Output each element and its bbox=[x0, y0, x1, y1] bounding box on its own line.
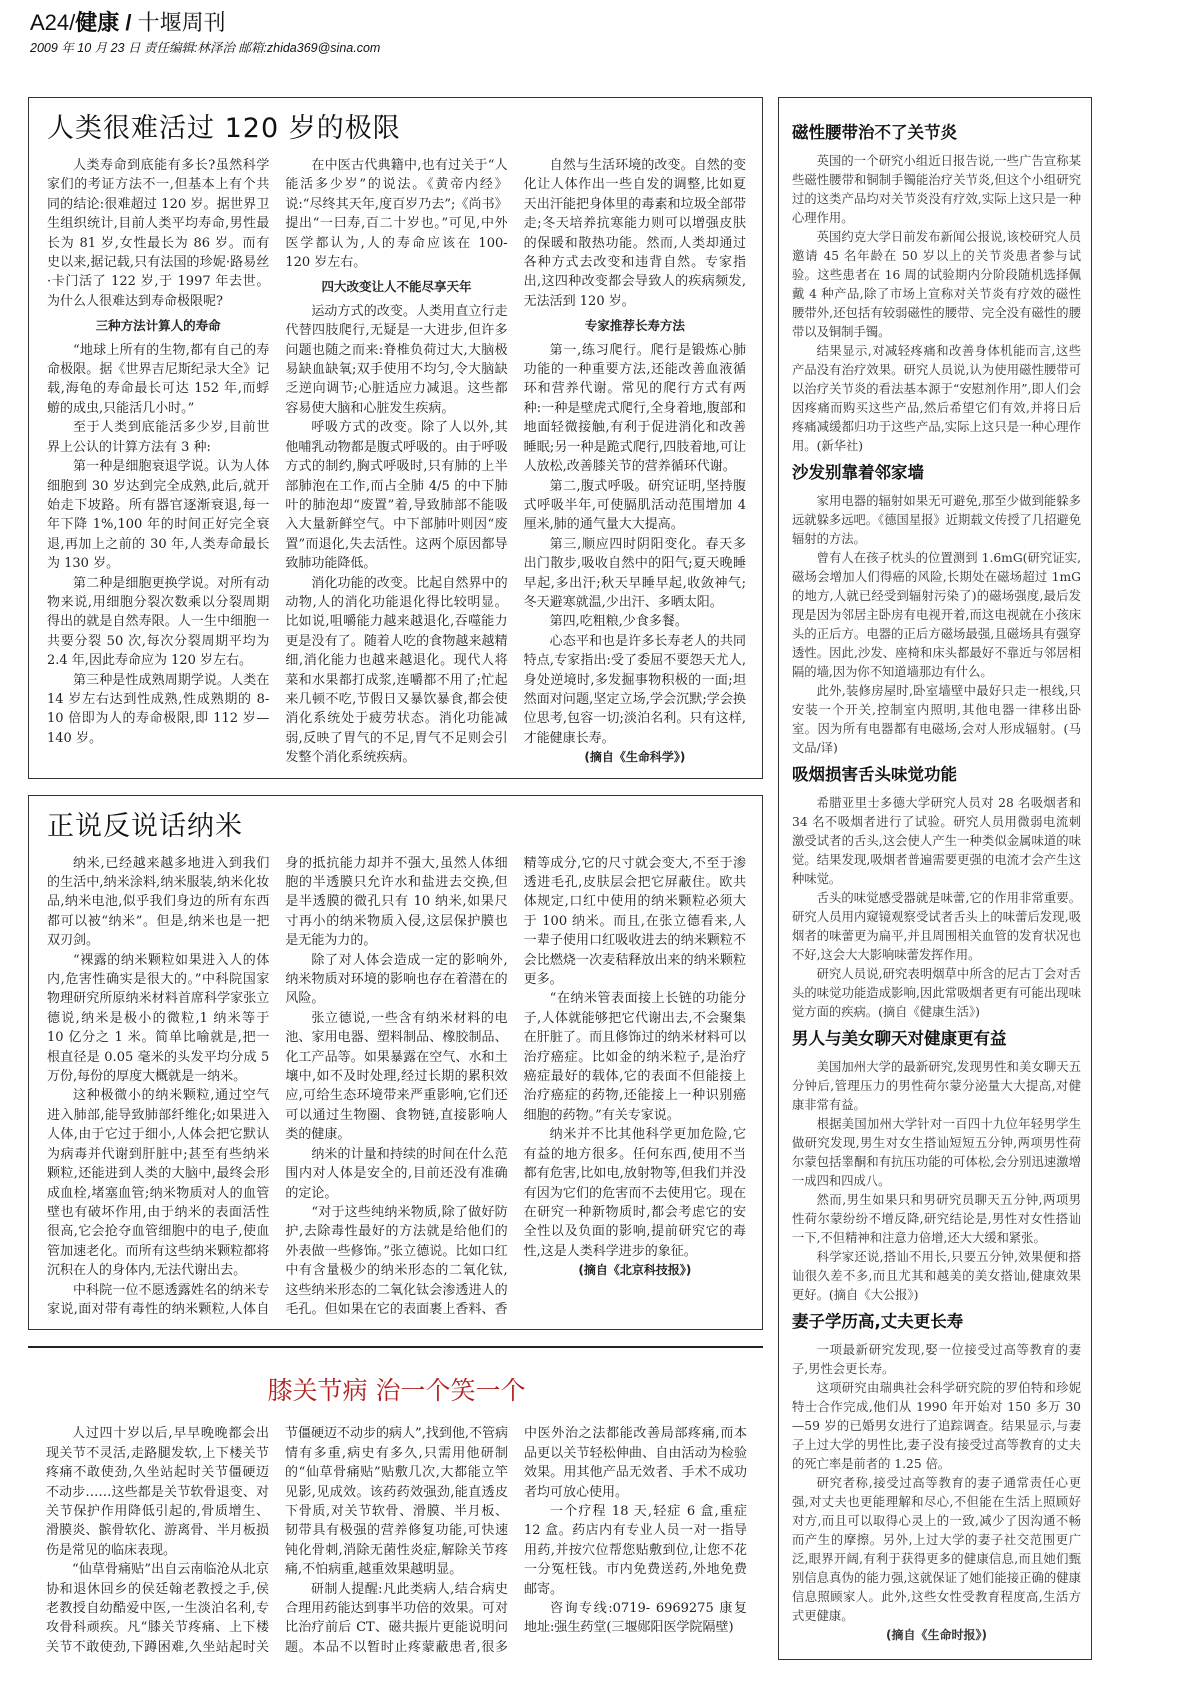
paragraph: 结果显示,对减轻疼痛和改善身体机能而言,这些产品没有治疗效果。研究人员说,认为使用磁性腰带可以治疗关节炎的看法基本源于“安慰剂作用”,即人们会因疼痛而购买这些产品,然后希望它们有效,并将日后疼痛减缓都归功于这些产品,实际上这只是一种心理作用。(新华社) bbox=[792, 344, 1081, 453]
knee-ad bbox=[28, 1362, 763, 1667]
article-nano-body bbox=[47, 854, 746, 1320]
section-name: 健康 bbox=[75, 10, 120, 35]
paragraph: 家用电器的辐射如果无可避免,那至少做到能躲多远就躲多远吧。《德国星报》近期载文传授了几招避免辐射的方法。 bbox=[792, 494, 1081, 546]
paragraph: 一项最新研究发现,娶一位接受过高等教育的妻子,男性会更长寿。 bbox=[792, 1343, 1081, 1376]
paragraph: 希腊亚里士多德大学研究人员对 28 名吸烟者和 34 名不吸烟者进行了试验。研究人员用微弱电流刺激受试者的舌头,这会使人产生一种类似金属味道的味觉。结果发现,吸烟者普遍需要更强的电流才会产生这种味觉。 bbox=[792, 796, 1081, 886]
paragraph: 运动方式的改变。人类用直立行走代替四肢爬行,无疑是一大进步,但许多问题也随之而来:脊椎负荷过大,大脑极易缺血缺氧;双手使用不均匀,令大脑缺乏逆向调节;心脏适应力减退。这些都容易使大脑和心脏发生疾病。 bbox=[285, 303, 508, 416]
paragraph: 然而,男生如果只和男研究员聊天五分钟,两项男性荷尔蒙纷纷不增反降,研究结论是,男性对女性搭讪一下,不但精神和注意力倍增,还大大缓和紧张。 bbox=[792, 1193, 1081, 1245]
paragraph: 在中医古代典籍中,也有过关于“人能活多少岁”的说法。《黄帝内经》说:“尽终其天年,度百岁乃去”;《尚书》提出“一曰寿,百二十岁也。”可见,中外医学都认为,人的寿命应该在 100- 120 岁左右。 bbox=[285, 158, 508, 271]
paragraph: 张立德说,一些含有纳米材料的电池、家用电器、塑料制品、橡胶制品、化工产品等。如果暴露在空气、水和土壤中,如不及时处理,经过长期的累积效应,可给生态环境带来严重影响,它们还可以通过生物圈、食物链,直接影响人类的健康。 bbox=[285, 1010, 508, 1143]
paragraph: 这项研究由瑞典社会科学研究院的罗伯特和珍妮特士合作完成,他们从 1990 年开始对 150 多万 30—59 岁的已婚男女进行了追踪调查。结果显示,与妻子上过大学的男性比,妻子没有接受过高等教育的丈夫的死亡率是前者的 1.25 倍。 bbox=[792, 1381, 1081, 1471]
paragraph: 英国约克大学日前发布新闻公报说,该校研究人员邀请 45 名年龄在 50 岁以上的关节炎患者参与试验。这些患者在 16 周的试验期内分阶段随机选择佩戴 4 种产品,除了市场上宣称对关节炎有疗效的磁性腰带外,还包括有较弱磁性的腰带、完全没有磁性的腰带以及铜制手镯。 bbox=[792, 230, 1081, 339]
paragraph: 英国的一个研究小组近日报告说,一些广告宣称某些磁性腰带和铜制手镯能治疗关节炎,但这个小组研究过的这类产品均对关节炎没有疗效,实际上这只是一种心理作用。 bbox=[792, 154, 1081, 225]
knee-ad-title: 膝关节病 治一个笑一个 bbox=[267, 1376, 526, 1406]
paragraph: 第二种是细胞更换学说。对所有动物来说,用细胞分裂次数乘以分裂周期得出的就是自然寿限。人一生中细胞一共要分裂 50 次,每次分裂周期平均为 2.4 年,因此寿命应为 120 岁左右。 bbox=[47, 575, 270, 669]
article-nano-title: 正说反说话纳米 bbox=[47, 810, 243, 842]
paragraph: 第一种是细胞衰退学说。认为人体细胞到 30 岁达到完全成熟,此后,就开始走下坡路。所有器官逐渐衰退,每一年下降 1%,100 年的时间正好完全衰退,再加上之前的 30 年,人类寿命最长为 130 岁。 bbox=[47, 459, 270, 572]
paragraph: “在纳米管表面接上长链的功能分子,人体就能够把它代谢出去,不会聚集在肝脏了。而且修饰过的纳米材料可以治疗癌症。比如金的纳米粒子,是治疗癌症最好的载体,它的表面不但能接上治疗癌症的药物,还能接上一种识别癌细胞的药物。”有关专家说。 bbox=[523, 991, 746, 1123]
paragraph: 纳米的计量和持续的时间在什么范围内对人体是安全的,目前还没有准确的定论。 bbox=[285, 1146, 508, 1201]
header-separator: / bbox=[119, 10, 138, 35]
paragraph: “裸露的纳米颗粒如果进入人的体内,危害性确实是很大的。”中科院国家物理研究所原纳米材料首席科学家张立德说,纳米是极小的微粒,1 纳米等于 10 亿分之 1 米。简单比喻就是,把一根直径是 0.05 毫米的头发平均分成 5 万份,每份的厚度大概就是一纳米。 bbox=[47, 952, 270, 1085]
article-nano bbox=[28, 795, 763, 1331]
subheading: 吸烟损害舌头味觉功能 bbox=[792, 765, 957, 784]
paragraph: 科学家还说,搭讪不用长,只要五分钟,效果便和搭讪很久差不多,而且尤其和越美的美女搭讪,健康效果更好。(摘自《大公报》) bbox=[792, 1250, 1081, 1302]
paragraph: 纳米,已经越来越多地进入到我们的生活中,纳米涂料,纳米服装,纳米化妆品,纳米电池,似乎我们身边的所有东西都可以被“纳米”。但是,纳米也是一把双刃剑。 bbox=[47, 855, 270, 949]
paragraph: 曾有人在孩子枕头的位置测到 1.6mG(研究证实,磁场会增加人们得癌的风险,长期处在磁场超过 1mG 的地方,人就已经受到辐射污染了)的磁场强度,最后发现是因为邻居主卧房有电视开着,而这电视就在小孩床头的正后方。电器的正后方磁场最强,且磁场具有强穿透性。因此,沙发、座椅和床头都最好不靠近与邻居相隔的墙,因为你不知道墙那边有什么。 bbox=[792, 551, 1081, 679]
subheading: 妻子学历高,丈夫更长寿 bbox=[792, 1312, 964, 1331]
paragraph: 根据美国加州大学针对一百四十九位年轻男学生做研究发现,男生对女生搭讪短短五分钟,两项男性荷尔蒙包括睾酮和有抗压功能的可体松,会分别迅速激增一成四和四成八。 bbox=[792, 1117, 1081, 1188]
paper-name: 十堰周刊 bbox=[137, 11, 226, 36]
paragraph: 美国加州大学的最新研究,发现男性和美女聊天五分钟后,管理压力的男性荷尔蒙分泌量大大提高,对健康非常有益。 bbox=[792, 1060, 1081, 1112]
paragraph: 研制人提醒:凡此类病人,结合病史合理用药能达到事半功倍的效果。可对比治疗前后 CT、磁共振片更能说明问题。本品不以暂时止疼蒙蔽患者,很多中医外治之法都能改善局部疼痛,而本品更以关节轻松伸曲、自由活动为检验效果。用其他产品无效者、手术不成功者均可放心使用。 bbox=[285, 1426, 747, 1655]
knee-ad-body bbox=[46, 1424, 747, 1657]
paragraph: 消化功能的改变。比起自然界中的动物,人的消化功能退化得比较明显。比如说,咀嚼能力越来越退化,吞噬能力更是没有了。随着人吃的食物越来越精细,消化能力也越来越退化。现代人将菜和水果都打成浆,连嚼都不用了;忙起来几顿不吃,节假日又暴饮暴食,都会使消化系统处于疲劳状态。消化功能减弱,反映了胃气的不足,胃气不足则会引发整个消化系统疾病。 bbox=[285, 575, 508, 766]
paragraph: 第一,练习爬行。爬行是锻炼心肺功能的一种重要方法,还能改善血液循环和营养代谢。常见的爬行方式有两种:一种是壁虎式爬行,全身着地,腹部和地面轻微接触,有利于促进消化和改善睡眠;另一种是跪式爬行,四肢着地,可让人放松,改善膝关节的营养循环代谢。 bbox=[523, 342, 746, 475]
paragraph: 研究者称,接受过高等教育的妻子通常责任心更强,对丈夫也更能理解和尽心,不但能在生活上照顾好对方,而且可以取得心灵上的一致,减少了因沟通不畅而产生的摩擦。另外,上过大学的妻子社交范围更广泛,眼界开阔,有利于获得更多的健康信息,而且她们甄别信息真伪的能力强,这就保证了她们能接正确的健康信息照顾家人。此外,这些女性受教育程度高,生活方式更健康。 bbox=[792, 1476, 1081, 1623]
subheading: 磁性腰带治不了关节炎 bbox=[792, 123, 957, 142]
paragraph: 人过四十岁以后,早早晚晚都会出现关节不灵活,走路腿发软,上下楼关节疼痛不敢使劲,久坐站起时关节僵硬迈不动步……这些都是关节软骨退变、对关节保护作用降低引起的,骨质增生、滑膜炎、髌骨软化、游离骨、半月板损伤是常见的临床表现。 bbox=[46, 1426, 269, 1558]
paragraph: 研究人员说,研究表明烟草中所含的尼古丁会对舌头的味觉功能造成影响,因此常吸烟者更有可能出现味觉方面的疾病。(摘自《健康生活》) bbox=[792, 967, 1081, 1019]
paragraph: 第三种是性成熟周期学说。人类在 14 岁左右达到性成熟,性成熟期的 8- 10 倍即为人的寿命极限,即 112 岁—140 岁。 bbox=[47, 672, 270, 746]
paragraph: 人类寿命到底能有多长?虽然科学家们的考证方法不一,但基本上有个共同的结论:很难超过 120 岁。据世界卫生组织统计,目前人类平均寿命,男性最长为 81 岁,女性最长为 86 岁。而有史以来,据记载,只有法国的珍妮·路易丝·卡门活了 122 岁,于 1997 年去世。为什么人很难达到寿命极限呢? bbox=[47, 158, 270, 309]
paragraph: 至于人类到底能活多少岁,目前世界上公认的计算方法有 3 种: bbox=[47, 420, 270, 455]
article-lifespan-title: 人类很难活过 120 岁的极限 bbox=[47, 113, 401, 144]
paragraph: 咨询专线:0719- 6969275 康复地址:强生药堂(三堰郧阳医学院隔壁) bbox=[524, 1601, 747, 1636]
subheading: 男人与美女聊天对健康更有益 bbox=[792, 1029, 1007, 1048]
main-column bbox=[28, 97, 763, 1667]
source-credit: (摘自《生命科学》) bbox=[584, 750, 686, 765]
page-number: A24/ bbox=[30, 10, 76, 35]
paragraph: 这种极微小的纳米颗粒,通过空气进入肺部,能导致肺部纤维化;如果进入人体,由于它过于细小,人体会把它默认为病毒并代谢到肝脏中;甚至有些纳米颗粒,还能进到人类的大脑中,最终会形成血栓,堵塞血管;纳米物质对人的血管壁也有破坏作用,由于纳米的表面活性很高,它会抢夺血管细胞中的电子,使血管加速老化。而所有这些纳米颗粒都将沉积在人的身体内,无法代谢出去。 bbox=[47, 1088, 270, 1279]
paragraph: 自然与生活环境的改变。自然的变化让人体作出一些自发的调整,比如夏天出汗能把身体里的毒素和垃圾全部带走;冬天培养抗寒能力则可以增强皮肤的保暖和散热功能。然而,人类却通过各种方式去改变和违背自然。专家指出,这四种改变都会导致人的疾病频发,无法活到 120 岁。 bbox=[523, 158, 746, 309]
page-layout bbox=[28, 0, 1092, 1687]
paragraph: 心态平和也是许多长寿老人的共同特点,专家指出:受了委屈不要怨天尤人,身处逆境时,多发掘事物积极的一面;坦然面对问题,坚定立场,学会沉默;学会换位思考,包容一切;淡泊名利。只有这样,才能健康长寿。 bbox=[523, 633, 746, 746]
subheading: 四大改变让人不能尽享天年 bbox=[321, 279, 472, 295]
paragraph: 第四,吃粗粮,少食多餐。 bbox=[549, 614, 688, 630]
subheading: 沙发别靠着邻家墙 bbox=[792, 463, 924, 482]
paragraph: 第三,顺应四时阴阳变化。春天多出门散步,吸收自然中的阳气;夏天晚睡早起,多出汗;秋天早睡早起,收敛神气;冬天避寒就温,少出汗、多晒太阳。 bbox=[523, 536, 746, 610]
article-lifespan bbox=[28, 97, 763, 779]
paragraph: 呼吸方式的改变。除了人以外,其他哺乳动物都是腹式呼吸的。由于呼吸方式的制约,胸式呼吸时,只有肺的上半部肺泡在工作,而占全肺 4/5 的中下肺叶的肺泡却“废置”着,导致肺部不能吸入大量新鲜空气。中下部肺叶则因“废置”而退化,失去活性。这两个原因都导致肺功能降低。 bbox=[285, 420, 508, 572]
paragraph: 除了对人体会造成一定的影响外,纳米物质对环境的影响也存在着潜在的风险。 bbox=[285, 952, 508, 1007]
paragraph: 中科院一位不愿透露姓名的纳米专家说,面对带有毒性的纳米颗粒,人体自身的抵抗能力却并不强大,虽然人体细胞的半透膜只允许水和盐进去交换,但是半透膜的微孔只有 10 纳米,如果尺寸再小的纳米物质入侵,这层保护膜也是无能为力的。 bbox=[47, 855, 508, 1317]
paragraph: “仙草骨痛贴”出自云南临沧从北京协和退休回乡的侯廷翰老教授之手,侯老教授自幼酷爱中医,一生淡泊名利,专攻骨科顽疾。凡“膝关节疼痛、上下楼关节不敢使劲,下蹲困难,久坐站起时关节僵硬迈不动步的病人”,找到他,不管病情有多重,病史有多久,只需用他研制的“仙草骨痛贴”贴敷几次,大都能立竿见影,见成效。该药药效强劲,能直透皮下骨质,对关节软骨、滑膜、半月板、韧带具有极强的营养修复功能,可快速钝化骨刺,消除无菌性炎症,解除关节疼痛,不怕病重,越重效果越明显。 bbox=[46, 1426, 508, 1655]
source-credit: (摘自《生命时报》) bbox=[886, 1628, 987, 1642]
sidebar-briefs bbox=[778, 97, 1092, 1660]
paragraph: 纳米并不比其他科学更加危险,它有益的地方很多。任何东西,使用不当都有危害,比如电,放射物等,但我们并没有因为它们的危害而不去使用它。现在在研究一种新物质时,都会考虑它的安全性以及负面的影响,提前研究它的毒性,这是人类科学进步的象征。 bbox=[523, 1127, 746, 1259]
paragraph: 第二,腹式呼吸。研究证明,坚持腹式呼吸半年,可使膈肌活动范围增加 4 厘米,肺的通气量大大提高。 bbox=[523, 478, 746, 533]
subheading: 专家推荐长寿方法 bbox=[584, 318, 685, 334]
article-lifespan-body bbox=[47, 156, 746, 768]
source-credit: (摘自《北京科技报》) bbox=[578, 1263, 692, 1278]
paragraph: “对于这些纯纳米物质,除了做好防护,去除毒性最好的方法就是给他们的外表做一些修饰。”张立德说。比如口红中有含量极少的纳米形态的二氧化钛,这些纳米形态的二氧化钛会渗透进人的毛孔。但如果在它的表面裹上香料、香精等成分,它的尺寸就会变大,不至于渗透进毛孔,皮肤层会把它屏蔽住。欧共体规定,口红中使用的纳米颗粒必须大于 100 纳米。而且,在张立德看来,人一辈子使用口红吸收进去的纳米颗粒不会比燃烧一次麦秸释放出来的纳米颗粒更多。 bbox=[285, 855, 746, 1317]
dateline: 2009 年 10 月 23 日 责任编辑:林泽治 邮箱:zhida369@sina.com bbox=[30, 41, 381, 55]
sidebar-briefs-body bbox=[792, 122, 1081, 1645]
paragraph: 此外,装修房屋时,卧室墙壁中最好只走一根线,只安装一个开关,控制室内照明,其他电器一律移出卧室。因为所有电器都有电磁场,会对人形成辐射。(马文品/译) bbox=[792, 684, 1081, 755]
subheading: 三种方法计算人的寿命 bbox=[95, 318, 221, 334]
paragraph: “地球上所有的生物,都有自己的寿命极限。据《世界吉尼斯纪录大全》记载,海龟的寿命最长可达 152 年,而蜉蝣的成虫,只能活几小时。” bbox=[47, 342, 270, 416]
divider bbox=[28, 1346, 763, 1348]
paragraph: 一个疗程 18 天,轻症 6 盒,重症 12 盒。药店内有专业人员一对一指导用药,并按穴位帮您贴敷到位,让您不花一分冤枉钱。市内免费送药,外地免费邮寄。 bbox=[524, 1503, 747, 1597]
paragraph: 舌头的味觉感受器就是味蕾,它的作用非常重要。研究人员用内窥镜观察受试者舌头上的味蕾后发现,吸烟者的味蕾更为扁平,并且周围相关血管的发育状况也不好,这会大大影响味蕾发挥作用。 bbox=[792, 891, 1081, 962]
